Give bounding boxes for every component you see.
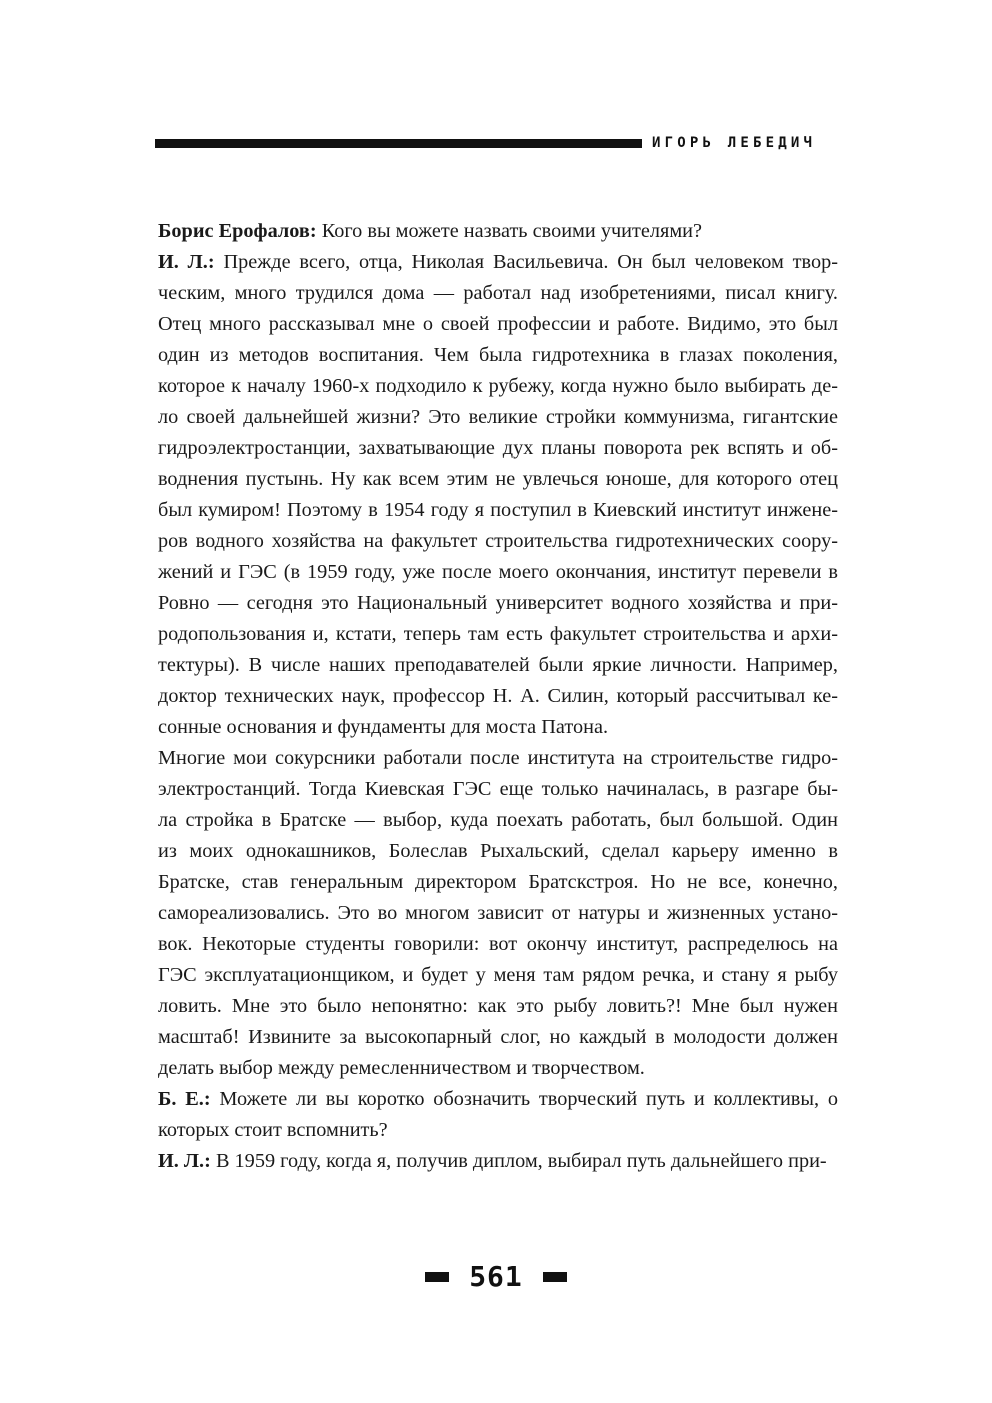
- line-text: родопользования и, кстати, теперь там есть факультет строительства и архи-: [158, 623, 838, 645]
- text-line: [158, 1146, 838, 1177]
- line-text: вок. Некоторые студенты говорили: вот окончу институт, распределюсь на: [158, 933, 838, 955]
- speaker-label: И. Л.:: [158, 251, 215, 273]
- line-text: самореализовались. Это во многом зависит от натуры и жизненных устано-: [158, 902, 838, 924]
- text-line: [158, 340, 838, 371]
- text-line: [158, 712, 838, 743]
- text-line: [158, 774, 838, 805]
- line-text: ГЭС эксплуатационщиком, и будет у меня там рядом речка, и стану я рыбу: [158, 964, 838, 986]
- line-text: ловить. Мне это было непонятно: как это рыбу ловить?! Мне был нужен: [158, 995, 838, 1017]
- line-text: Ровно — сегодня это Национальный университет водного хозяйства и при-: [158, 592, 838, 614]
- footer-bar-right: [543, 1272, 567, 1282]
- text-line: [158, 402, 838, 433]
- line-text: из моих однокашников, Болеслав Рыхальский, сделал карьеру именно в: [158, 840, 838, 862]
- line-text: электростанций. Тогда Киевская ГЭС еще только начиналась, в разгаре бы-: [158, 778, 838, 800]
- line-text: тектуры). В числе наших преподавателей были яркие личности. Например,: [158, 654, 838, 676]
- line-text: был кумиром! Поэтому в 1954 году я поступил в Киевский институт инжене-: [158, 499, 838, 521]
- text-line: [158, 743, 838, 774]
- line-text: воднения пустынь. Ну как всем этим не увлечься юноше, для которого отец: [158, 468, 838, 490]
- line-text: масштаб! Извините за высокопарный слог, но каждый в молодости должен: [158, 1026, 838, 1048]
- line-text: Многие мои сокурсники работали после института на строительстве гидро-: [158, 747, 838, 769]
- text-line: [158, 805, 838, 836]
- text-line: [158, 898, 838, 929]
- text-line: [158, 1022, 838, 1053]
- paragraph: [158, 1146, 838, 1177]
- paragraph: [158, 216, 838, 247]
- line-text: делать выбор между ремесленничеством и творчеством.: [158, 1057, 645, 1079]
- text-line: [158, 681, 838, 712]
- line-text: доктор технических наук, профессор Н. А. Силин, который рассчитывал ке-: [158, 685, 838, 707]
- text-line: [158, 278, 838, 309]
- text-line: [158, 216, 838, 247]
- footer-bar-left: [425, 1272, 449, 1282]
- line-text: один из методов воспитания. Чем была гидротехника в глазах поколения,: [158, 344, 838, 366]
- line-text: В 1959 году, когда я, получив диплом, выбирал путь дальнейшего при-: [215, 1150, 827, 1172]
- text-line: [158, 309, 838, 340]
- speaker-label: И. Л.:: [158, 1150, 211, 1172]
- text-line: [158, 650, 838, 681]
- line-text: которых стоит вспомнить?: [158, 1119, 388, 1141]
- line-text: Кого вы можете назвать своими учителями?: [321, 220, 703, 242]
- text-line: [158, 247, 838, 278]
- line-text: которое к началу 1960-х подходило к рубежу, когда нужно было выбирать де-: [158, 375, 838, 397]
- body-text: [158, 216, 838, 1177]
- text-line: [158, 433, 838, 464]
- text-line: [158, 464, 838, 495]
- text-line: [158, 371, 838, 402]
- running-header-author: ИГОРЬ ЛЕБЕДИЧ: [652, 135, 817, 151]
- text-line: [158, 526, 838, 557]
- line-text: Братске, став генеральным директором Братскстроя. Но не все, конечно,: [158, 871, 838, 893]
- paragraph: [158, 743, 838, 1084]
- paragraph: [158, 1084, 838, 1146]
- text-line: [158, 836, 838, 867]
- speaker-label: Б. Е.:: [158, 1088, 211, 1110]
- speaker-label: Борис Ерофалов:: [158, 220, 317, 242]
- text-line: [158, 960, 838, 991]
- header-rule: [155, 139, 642, 148]
- line-text: гидроэлектростанции, захватывающие дух планы поворота рек вспять и об-: [158, 437, 838, 459]
- line-text: жений и ГЭС (в 1959 году, уже после моего окончания, институт перевели в: [158, 561, 838, 583]
- line-text: ла стройка в Братске — выбор, куда поехать работать, был большой. Один: [158, 809, 838, 831]
- text-line: [158, 557, 838, 588]
- line-text: ческим, много трудился дома — работал над изобретениями, писал книгу.: [158, 282, 838, 304]
- text-line: [158, 588, 838, 619]
- page-footer: [0, 1262, 992, 1292]
- paragraph: [158, 247, 838, 743]
- text-line: [158, 991, 838, 1022]
- text-line: [158, 1115, 838, 1146]
- text-line: [158, 1053, 838, 1084]
- line-text: ло своей дальнейшей жизни? Это великие стройки коммунизма, гигантские: [158, 406, 838, 428]
- text-line: [158, 619, 838, 650]
- line-text: Можете ли вы коротко обозначить творческий путь и коллективы, о: [219, 1088, 838, 1110]
- page-number: 561: [469, 1260, 523, 1293]
- line-text: ров водного хозяйства на факультет строительства гидротехнических соору-: [158, 530, 838, 552]
- text-line: [158, 929, 838, 960]
- line-text: Прежде всего, отца, Николая Васильевича. Он был человеком твор-: [223, 251, 839, 273]
- text-line: [158, 867, 838, 898]
- text-line: [158, 495, 838, 526]
- line-text: сонные основания и фундаменты для моста Патона.: [158, 716, 609, 738]
- line-text: Отец много рассказывал мне о своей профессии и работе. Видимо, это был: [158, 313, 838, 335]
- text-line: [158, 1084, 838, 1115]
